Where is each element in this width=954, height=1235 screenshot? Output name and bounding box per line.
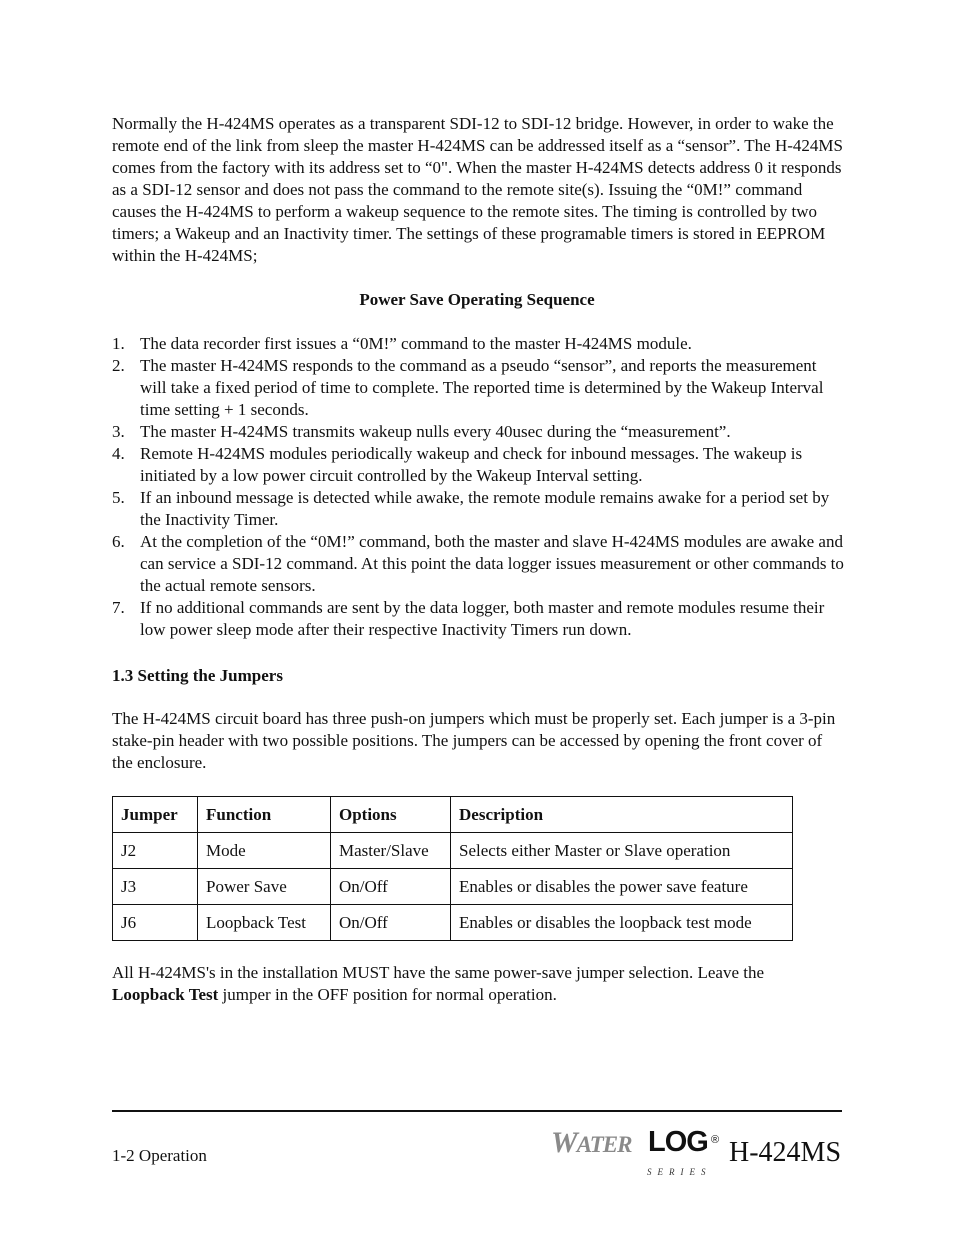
list-item <box>112 421 844 443</box>
model-name: H-424MS <box>729 1137 842 1168</box>
table-cell: Enables or disables the loopback test mode <box>451 905 793 941</box>
registered-mark: ® <box>711 1134 720 1146</box>
list-item <box>112 487 844 531</box>
step-number: 2. <box>112 356 125 375</box>
table-cell: On/Off <box>331 869 451 905</box>
jumpers-intro-paragraph: The H-424MS circuit board has three push-on jumpers which must be properly set. Each jumper is a 3-pin stake-pin header with two possible positions. The jumpers can be accessed by opening the front cover of the enclosure. <box>112 709 836 772</box>
step-number: 5. <box>112 488 125 507</box>
step-text: Remote H-424MS modules periodically wakeup and check for inbound messages. The wakeup is initiated by a low power circuit controlled by the Wakeup Interval setting. <box>140 444 803 485</box>
table-row <box>113 869 793 905</box>
step-number: 1. <box>112 334 125 353</box>
step-text: The master H-424MS transmits wakeup nulls every 40usec during the “measurement”. <box>140 422 731 441</box>
page-number-label: 1-2 Operation <box>112 1146 207 1165</box>
logo-water-rest: ATER <box>576 1132 632 1157</box>
table-cell: On/Off <box>331 905 451 941</box>
table-header-row <box>113 797 793 833</box>
logo-water-initial: W <box>551 1126 577 1159</box>
column-header-description: Description <box>451 797 793 833</box>
table-row <box>113 905 793 941</box>
step-number: 3. <box>112 422 125 441</box>
column-header-options: Options <box>331 797 451 833</box>
table-row <box>113 833 793 869</box>
step-text: If no additional commands are sent by the data logger, both master and remote modules resume their low power sleep mode after their respective Inactivity Timers run down. <box>140 598 825 639</box>
list-item <box>112 355 844 421</box>
closing-paragraph <box>112 962 844 1006</box>
waterlog-logo <box>551 1126 721 1177</box>
logo-series-text: SERIES <box>647 1167 712 1177</box>
logo-log-text: LOG <box>648 1126 708 1158</box>
table-cell: J6 <box>113 905 198 941</box>
list-item <box>112 597 844 641</box>
list-item <box>112 333 844 355</box>
step-number: 6. <box>112 532 125 551</box>
table-cell: Mode <box>198 833 331 869</box>
step-number: 7. <box>112 598 125 617</box>
table-cell: Master/Slave <box>331 833 451 869</box>
jumper-table <box>112 796 793 941</box>
step-number: 4. <box>112 444 125 463</box>
footer-rule <box>112 1110 842 1112</box>
table-cell: J3 <box>113 869 198 905</box>
step-text: At the completion of the “0M!” command, both the master and slave H-424MS modules are awake and can service a SDI-12 command. At this point the data logger issues measurement or other commands to the actual remote sensors. <box>140 532 844 595</box>
table-cell: Selects either Master or Slave operation <box>451 833 793 869</box>
column-header-function: Function <box>198 797 331 833</box>
step-text: The master H-424MS responds to the command as a pseudo “sensor”, and reports the measurement will take a fixed period of time to complete. The reported time is determined by the Wakeup Interval time setting + 1 seconds. <box>140 356 824 419</box>
table-cell: Enables or disables the power save feature <box>451 869 793 905</box>
power-save-heading: Power Save Operating Sequence <box>359 290 595 309</box>
loopback-test-term: Loopback Test <box>112 985 219 1004</box>
logo-water-text <box>551 1126 632 1159</box>
column-header-jumper: Jumper <box>113 797 198 833</box>
closing-line: All H-424MS's in the installation MUST have the same power-save jumper selection. Leave the <box>112 963 765 982</box>
step-text: If an inbound message is detected while awake, the remote module remains awake for a period set by the Inactivity Timer. <box>140 488 830 529</box>
step-text: The data recorder first issues a “0M!” command to the master H-424MS module. <box>140 334 692 353</box>
closing-rest: jumper in the OFF position for normal operation. <box>218 985 557 1004</box>
list-item <box>112 443 844 487</box>
intro-paragraph: Normally the H-424MS operates as a transparent SDI-12 to SDI-12 bridge. However, in order to wake the remote end of the link from sleep the master H-424MS can be addressed itself as a “sensor”. The H-424MS comes from the factory with its address set to “0". When the master H-424MS detects address 0 it responds as a SDI-12 sensor and does not pass the command to the remote site(s). Issuing the “0M!” command causes the H-424MS to perform a wakeup sequence to the remote sites. The timing is controlled by two timers; a Wakeup and an Inactivity timer. The settings of these programable timers is stored in EEPROM within the H-424MS; <box>112 114 843 265</box>
jumpers-section-heading: 1.3 Setting the Jumpers <box>112 666 283 685</box>
power-save-steps <box>112 333 844 641</box>
table-cell: J2 <box>113 833 198 869</box>
table-cell: Loopback Test <box>198 905 331 941</box>
list-item <box>112 531 844 597</box>
table-cell: Power Save <box>198 869 331 905</box>
